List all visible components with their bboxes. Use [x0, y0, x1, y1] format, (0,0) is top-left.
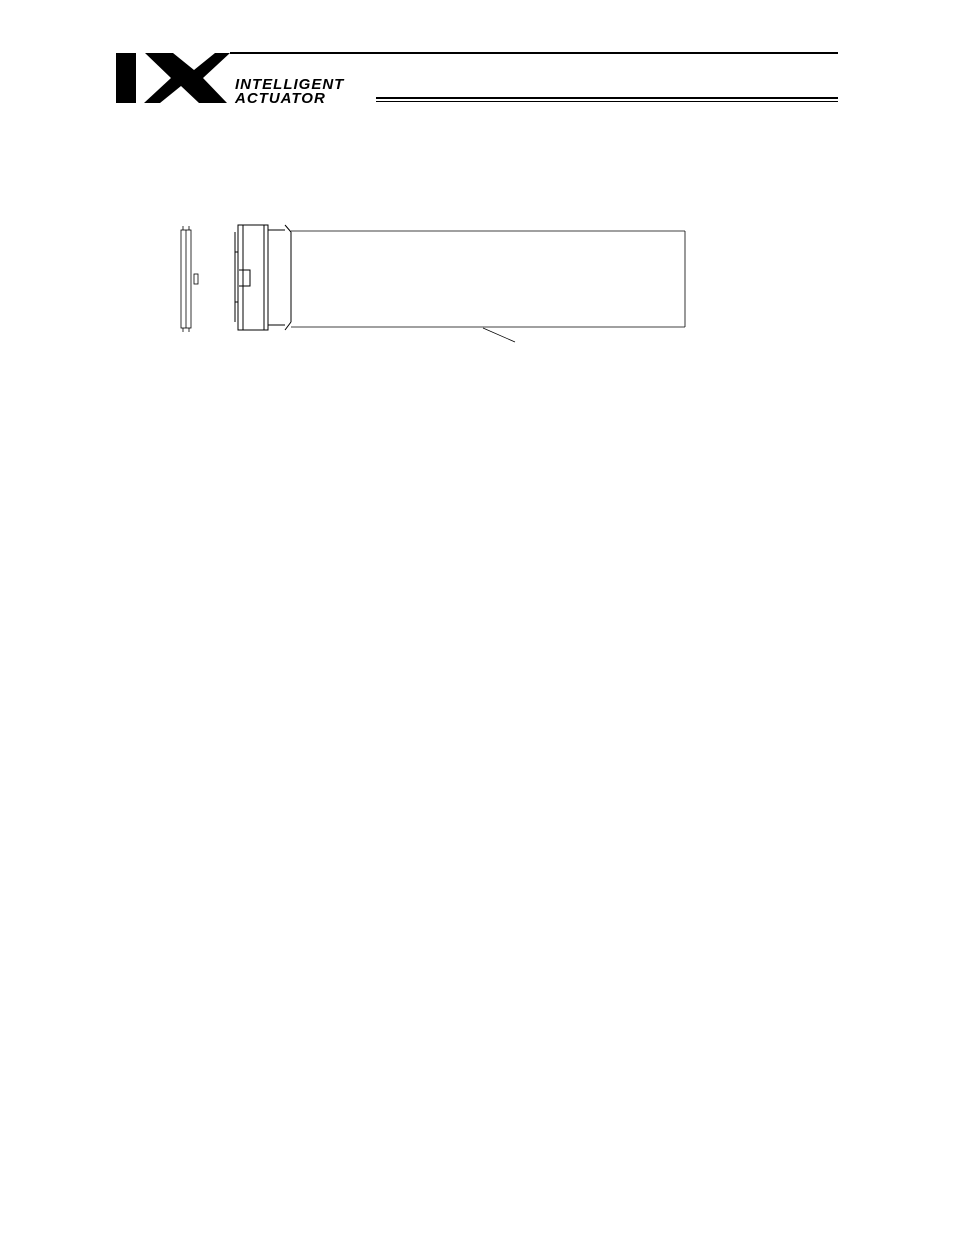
svg-text:ACTUATOR: ACTUATOR: [235, 90, 326, 106]
socket-front-view: [181, 226, 198, 332]
flat-cable-diagram: [175, 222, 695, 347]
intelligent-actuator-logo: [113, 50, 403, 106]
header-rule-bottom-thin: [376, 101, 838, 102]
flat-cable-leader-line: [483, 328, 515, 342]
header-rule-bottom: [376, 97, 838, 99]
cable-body: [291, 231, 685, 327]
svg-text:INTELLIGENT: INTELLIGENT: [235, 76, 345, 93]
socket-side-view: [235, 225, 291, 330]
header-rule-top: [230, 52, 838, 54]
